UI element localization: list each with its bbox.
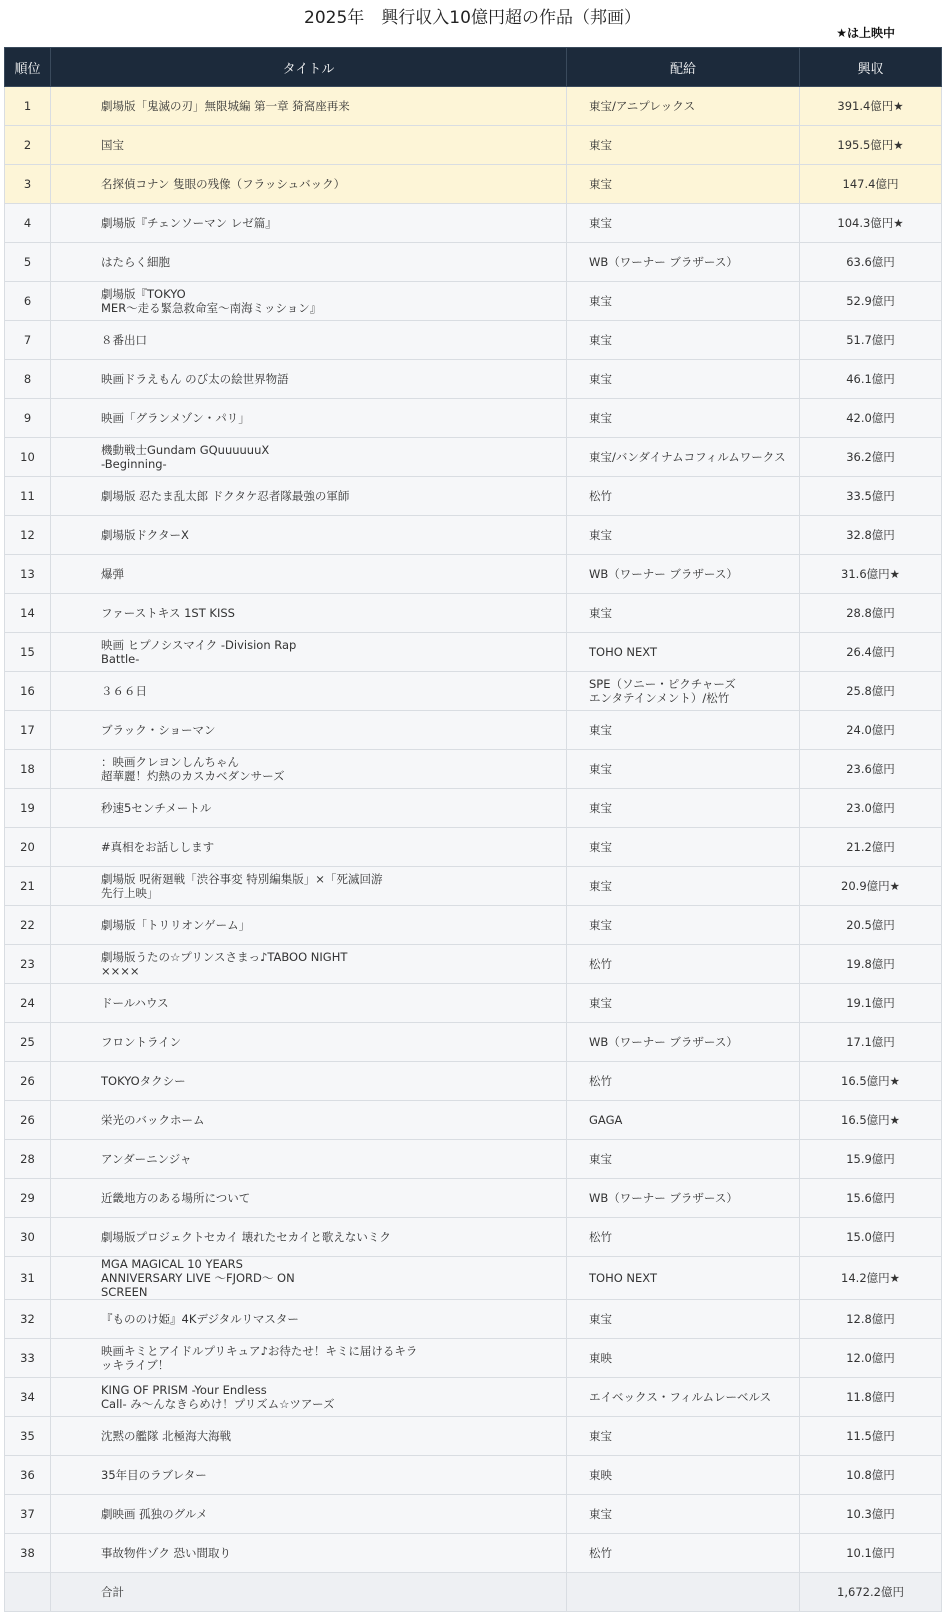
title-cell: 秒速5センチメートル [51,789,567,828]
distributor-cell: GAGA [567,1101,800,1140]
distributor-cell: 東宝/バンダイナムコフィルムワークス [567,438,800,477]
rank-cell: 20 [5,828,51,867]
title-cell: アンダーニンジャ [51,1140,567,1179]
title-cell: 劇場版 呪術廻戦「渋谷事変 特別編集版」×「死滅回游 先行上映」 [51,867,567,906]
revenue-cell: 17.1億円 [800,1023,942,1062]
revenue-cell: 14.2億円★ [800,1257,942,1300]
title-cell: 沈黙の艦隊 北極海大海戦 [51,1417,567,1456]
table-row [5,1140,942,1179]
rank-cell: 8 [5,360,51,399]
distributor-cell: WB（ワーナー ブラザース） [567,1023,800,1062]
rank-cell: 32 [5,1300,51,1339]
title-cell: 劇場版『チェンソーマン レゼ篇』 [51,204,567,243]
rank-cell: 35 [5,1417,51,1456]
rank-cell: 5 [5,243,51,282]
rank-cell: 17 [5,711,51,750]
distributor-cell: 東宝 [567,984,800,1023]
title-cell: ８番出口 [51,321,567,360]
title-cell: ブラック・ショーマン [51,711,567,750]
table-row [5,984,942,1023]
header-distributor: 配給 [567,48,800,87]
revenue-cell: 46.1億円 [800,360,942,399]
revenue-cell: 19.8億円 [800,945,942,984]
table-row [5,1179,942,1218]
revenue-cell: 16.5億円★ [800,1062,942,1101]
distributor-cell: WB（ワーナー ブラザース） [567,555,800,594]
distributor-cell: WB（ワーナー ブラザース） [567,1179,800,1218]
box-office-table [4,47,942,1612]
rank-cell: 36 [5,1456,51,1495]
distributor-cell: 東宝 [567,906,800,945]
revenue-cell: 11.8億円 [800,1378,942,1417]
distributor-cell: 東宝 [567,1300,800,1339]
revenue-cell: 26.4億円 [800,633,942,672]
distributor-cell: 東宝 [567,789,800,828]
distributor-cell: 東映 [567,1339,800,1378]
distributor-cell: 東宝 [567,594,800,633]
revenue-cell: 15.6億円 [800,1179,942,1218]
showing-note: ★は上映中 [836,26,895,40]
rank-cell: 25 [5,1023,51,1062]
distributor-cell: 東宝 [567,126,800,165]
rank-cell: 33 [5,1339,51,1378]
distributor-cell: 東宝 [567,282,800,321]
revenue-cell: 28.8億円 [800,594,942,633]
table-row [5,633,942,672]
revenue-cell: 15.9億円 [800,1140,942,1179]
revenue-cell: 63.6億円 [800,243,942,282]
revenue-cell: 16.5億円★ [800,1101,942,1140]
title-cell: 事故物件ゾク 恐い間取り [51,1534,567,1573]
table-row [5,1218,942,1257]
distributor-cell: 東宝 [567,1495,800,1534]
revenue-cell: 25.8億円 [800,672,942,711]
title-cell: 映画キミとアイドルプリキュア♪お待たせ！キミに届けるキラ ッキライブ！ [51,1339,567,1378]
rank-cell: 9 [5,399,51,438]
header-rank: 順位 [5,48,51,87]
distributor-cell: 東宝 [567,165,800,204]
revenue-cell: 20.5億円 [800,906,942,945]
distributor-cell: 松竹 [567,1534,800,1573]
distributor-cell: 東宝 [567,516,800,555]
rank-cell: 29 [5,1179,51,1218]
rank-cell: 3 [5,165,51,204]
title-cell: 映画 ヒプノシスマイク -Division Rap Battle- [51,633,567,672]
rank-cell: 26 [5,1062,51,1101]
table-row [5,516,942,555]
rank-cell: 21 [5,867,51,906]
rank-cell: 14 [5,594,51,633]
revenue-cell: 12.0億円 [800,1339,942,1378]
revenue-cell: 23.6億円 [800,750,942,789]
distributor-cell: TOHO NEXT [567,633,800,672]
distributor-cell: 東宝 [567,399,800,438]
title-cell: 映画「グランメゾン・パリ」 [51,399,567,438]
table-row [5,360,942,399]
distributor-cell: 東宝/アニプレックス [567,87,800,126]
revenue-cell: 32.8億円 [800,516,942,555]
title-cell: 劇場版ドクターX [51,516,567,555]
table-row [5,282,942,321]
distributor-cell: SPE（ソニー・ピクチャーズ エンタテインメント）/松竹 [567,672,800,711]
title-cell: はたらく細胞 [51,243,567,282]
distributor-cell: 東宝 [567,867,800,906]
table-row [5,711,942,750]
table-row [5,828,942,867]
revenue-cell: 42.0億円 [800,399,942,438]
table-row [5,1456,942,1495]
rank-cell: 30 [5,1218,51,1257]
table-row [5,555,942,594]
distributor-cell: TOHO NEXT [567,1257,800,1300]
rank-cell: 22 [5,906,51,945]
rank-cell: 2 [5,126,51,165]
rank-cell: 37 [5,1495,51,1534]
title-cell: 劇場版 忍たま乱太郎 ドクタケ忍者隊最強の軍師 [51,477,567,516]
rank-cell: 38 [5,1534,51,1573]
distributor-cell: 東映 [567,1456,800,1495]
title-cell: #真相をお話しします [51,828,567,867]
rank-cell: 19 [5,789,51,828]
table-row [5,321,942,360]
total-distributor-cell [567,1573,800,1612]
table-row [5,1339,942,1378]
revenue-cell: 10.8億円 [800,1456,942,1495]
table-row [5,867,942,906]
revenue-cell: 10.1億円 [800,1534,942,1573]
title-cell: 劇場版プロジェクトセカイ 壊れたセカイと歌えないミク [51,1218,567,1257]
title-cell: 『もののけ姫』4Kデジタルリマスター [51,1300,567,1339]
distributor-cell: 松竹 [567,1062,800,1101]
table-row [5,1062,942,1101]
table-row [5,1300,942,1339]
revenue-cell: 23.0億円 [800,789,942,828]
rank-cell: 23 [5,945,51,984]
rank-cell: 1 [5,87,51,126]
distributor-cell: 東宝 [567,360,800,399]
distributor-cell: 松竹 [567,477,800,516]
revenue-cell: 21.2億円 [800,828,942,867]
rank-cell: 13 [5,555,51,594]
revenue-cell: 11.5億円 [800,1417,942,1456]
title-cell: 名探偵コナン 隻眼の残像（フラッシュバック） [51,165,567,204]
title-cell: KING OF PRISM -Your Endless Call- み～んなきらめけ！プリズム☆ツアーズ [51,1378,567,1417]
table-row [5,750,942,789]
table-row [5,789,942,828]
table-row [5,1534,942,1573]
distributor-cell: 東宝 [567,750,800,789]
distributor-cell: WB（ワーナー ブラザース） [567,243,800,282]
header-revenue: 興収 [800,48,942,87]
revenue-cell: 31.6億円★ [800,555,942,594]
title-cell: MGA MAGICAL 10 YEARS ANNIVERSARY LIVE ～FJORD～ ON SCREEN [51,1257,567,1300]
revenue-cell: 15.0億円 [800,1218,942,1257]
title-cell: 劇映画 孤独のグルメ [51,1495,567,1534]
table-row [5,399,942,438]
title-cell: ：映画クレヨンしんちゃん 超華麗！灼熱のカスカベダンサーズ [51,750,567,789]
distributor-cell: 東宝 [567,1140,800,1179]
table-row [5,945,942,984]
distributor-cell: 松竹 [567,1218,800,1257]
page-title: 2025年 興行収入10億円超の作品（邦画） [304,8,641,28]
table-row [5,672,942,711]
revenue-cell: 19.1億円 [800,984,942,1023]
table-row [5,594,942,633]
title-cell: ３６６日 [51,672,567,711]
header-row [5,48,942,87]
total-row [5,1573,942,1612]
table-row [5,1023,942,1062]
title-cell: フロントライン [51,1023,567,1062]
rank-cell: 4 [5,204,51,243]
revenue-cell: 36.2億円 [800,438,942,477]
table-row [5,1101,942,1140]
rank-cell: 26 [5,1101,51,1140]
table-row [5,87,942,126]
revenue-cell: 20.9億円★ [800,867,942,906]
header-title: タイトル [51,48,567,87]
revenue-cell: 52.9億円 [800,282,942,321]
distributor-cell: 東宝 [567,204,800,243]
revenue-cell: 12.8億円 [800,1300,942,1339]
revenue-cell: 24.0億円 [800,711,942,750]
rank-cell: 16 [5,672,51,711]
title-cell: 栄光のバックホーム [51,1101,567,1140]
rank-cell: 31 [5,1257,51,1300]
title-cell: 映画ドラえもん のび太の絵世界物語 [51,360,567,399]
distributor-cell: 東宝 [567,1417,800,1456]
title-cell: ファーストキス 1ST KISS [51,594,567,633]
title-cell: 35年目のラブレター [51,1456,567,1495]
rank-cell: 6 [5,282,51,321]
table-row [5,165,942,204]
title-cell: 国宝 [51,126,567,165]
rank-cell: 12 [5,516,51,555]
distributor-cell: 東宝 [567,321,800,360]
distributor-cell: 東宝 [567,711,800,750]
title-cell: 劇場版『TOKYO MER～走る緊急救命室～南海ミッション』 [51,282,567,321]
revenue-cell: 104.3億円★ [800,204,942,243]
rank-cell: 7 [5,321,51,360]
rank-cell: 18 [5,750,51,789]
table-row [5,1495,942,1534]
title-cell: 劇場版「トリリオンゲーム」 [51,906,567,945]
distributor-cell: 松竹 [567,945,800,984]
table-row [5,1378,942,1417]
distributor-cell: 東宝 [567,828,800,867]
title-cell: 劇場版「鬼滅の刃」無限城編 第一章 猗窩座再来 [51,87,567,126]
revenue-cell: 391.4億円★ [800,87,942,126]
revenue-cell: 147.4億円 [800,165,942,204]
table-row [5,126,942,165]
distributor-cell: エイベックス・フィルムレーベルス [567,1378,800,1417]
table-row [5,243,942,282]
table-row [5,477,942,516]
total-label-cell: 合計 [51,1573,567,1612]
table-row [5,1417,942,1456]
table-row [5,906,942,945]
table-row [5,204,942,243]
revenue-cell: 33.5億円 [800,477,942,516]
total-revenue-cell: 1,672.2億円 [800,1573,942,1612]
title-cell: 近畿地方のある場所について [51,1179,567,1218]
rank-cell: 34 [5,1378,51,1417]
revenue-cell: 51.7億円 [800,321,942,360]
rank-cell: 24 [5,984,51,1023]
revenue-cell: 10.3億円 [800,1495,942,1534]
title-cell: 機動戦士Gundam GQuuuuuuX -Beginning- [51,438,567,477]
rank-cell: 10 [5,438,51,477]
title-cell: 爆弾 [51,555,567,594]
table-row [5,438,942,477]
rank-cell: 11 [5,477,51,516]
rank-cell: 15 [5,633,51,672]
table-row [5,1257,942,1300]
rank-cell: 28 [5,1140,51,1179]
title-cell: 劇場版うたの☆プリンスさまっ♪TABOO NIGHT ×××× [51,945,567,984]
title-cell: ドールハウス [51,984,567,1023]
revenue-cell: 195.5億円★ [800,126,942,165]
total-rank-cell [5,1573,51,1612]
title-cell: TOKYOタクシー [51,1062,567,1101]
